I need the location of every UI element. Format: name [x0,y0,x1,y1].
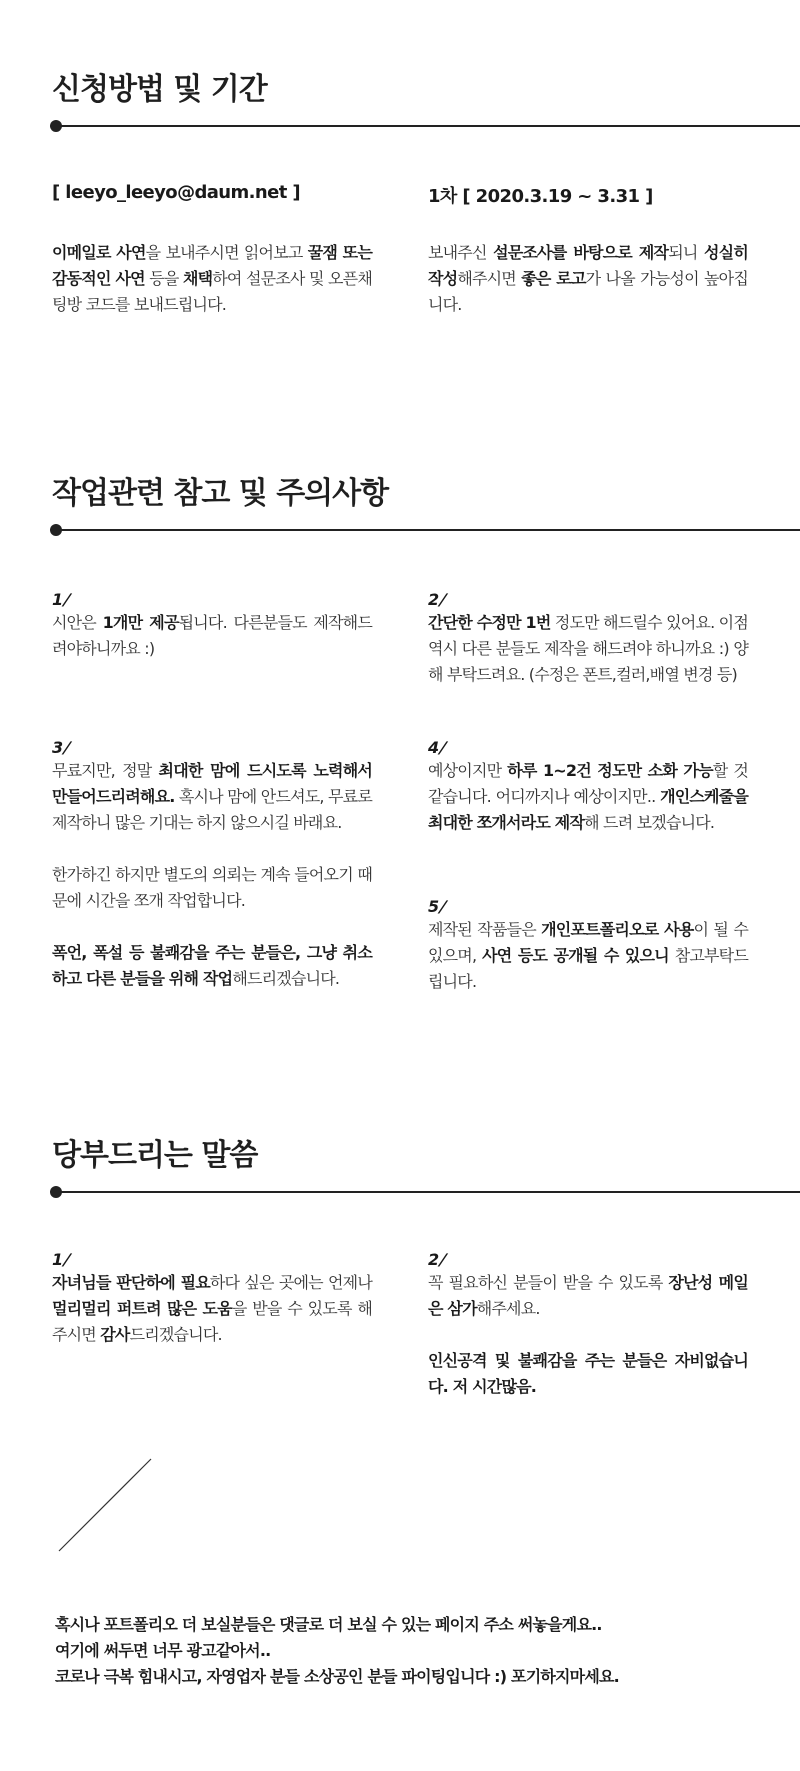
emphasis-text: 자녀님들 판단하에 필요 [52,1273,210,1292]
note-item-4 [428,738,748,836]
item-number-text: 2 [428,590,439,609]
body-text: 을 받을 수 있도록 해주시면 [52,1299,372,1344]
emphasis-text: 개인스케줄을 최대한 쪼개서라도 제작 [428,787,748,832]
item-number-text: 5 [428,897,439,916]
body-text: 해주세요. [476,1299,540,1318]
body-text: 하다 싶은 곳에는 언제나 [209,1273,372,1292]
item-number-text: 3 [52,738,63,757]
decorative-diagonal-line [55,1455,155,1555]
slash-mark-icon: / [61,738,74,757]
body-text: 하여 설문조사 및 오픈채팅방 코드를 보내드립니다. [52,269,372,314]
section-divider [52,1191,800,1193]
emphasis-text: 감사 [100,1325,130,1344]
closing-line: 코로나 극복 힘내시고, 자영업자 분들 소상공인 분들 파이팅입니다 :) 포기하지마세요. [55,1667,619,1686]
body-text: 을 보내주시면 읽어보고 [145,243,308,262]
note-item-2 [428,590,748,688]
body-text: 혹시나 맘에 안드셔도, 무료로 제작하니 많은 기대는 하지 않으시길 바래요. [52,787,372,832]
body-text: 등을 [144,269,183,288]
emphasis-text: 성실히 작성 [428,243,748,288]
item-number [52,590,372,610]
section-divider [52,529,800,531]
emphasis-text: 개인포트폴리오로 사용 [541,920,694,939]
paragraph [428,610,748,688]
body-text: 해주시면 [457,269,522,288]
body-text: 꼭 필요하신 분들이 받을 수 있도록 [428,1273,669,1292]
request-item-2 [428,1250,748,1400]
body-text: 한가하긴 하지만 별도의 의뢰는 계속 들어오기 때문에 시간을 쪼개 작업합니다. [52,865,372,910]
section-divider [52,125,800,127]
slash-mark-icon: / [437,1250,450,1269]
emphasis-text: 좋은 로고 [521,269,586,288]
apply-method-text [52,240,372,318]
note-item-1 [52,590,372,662]
section-title-notes: 작업관련 참고 및 주의사항 [52,476,389,511]
apply-period-text [428,240,748,318]
body-text: 이 될 수 있으며, [428,920,748,965]
section-title-apply: 신청방법 및 기간 [52,72,267,107]
divider-dot [50,524,62,536]
item-number-text: 1 [52,1250,63,1269]
body-text: 보내주신 [428,243,494,262]
item-number [52,1250,372,1270]
item-number-text: 1 [52,590,63,609]
body-text: 정도만 해드릴수 있어요. 이점 역시 다른 분들도 제작을 해드려야 하니까요 :) 양해 부탁드려요. (수정은 폰트,컬러,배열 변경 등) [428,613,748,684]
email-address: [ leeyo_leeyo@daum.net ] [52,182,301,203]
emphasis-text: 꿀잼 또는 감동적인 사연 [52,243,372,288]
body-text: 시안은 [52,613,103,632]
paragraph [52,862,372,914]
emphasis-text: 멀리멀리 퍼트려 많은 도움 [52,1299,232,1318]
item-number [428,897,748,917]
emphasis-text: 하루 1~2건 정도만 소화 가능 [507,761,713,780]
paragraph [52,940,372,992]
slash-mark-icon: / [61,1250,74,1269]
body-text: 예상이지만 [428,761,508,780]
emphasis-text: 사연 등도 공개될 수 있으니 [482,946,669,965]
body-text: 참고부탁드립니다. [428,946,748,991]
divider-dot [50,120,62,132]
paragraph [52,610,372,662]
emphasis-text: 폭언, 폭설 등 불쾌감을 주는 분들은, 그냥 취소하고 다른 분들을 위해 작업 [52,943,372,988]
request-item-1 [52,1250,372,1348]
section-title-request: 당부드리는 말씀 [52,1138,258,1173]
paragraph [52,1270,372,1348]
item-number [52,738,372,758]
body-text: 드리겠습니다. [129,1325,222,1344]
paragraph [52,758,372,836]
item-number [428,1250,748,1270]
diagonal-stroke [59,1459,151,1551]
slash-mark-icon: / [437,738,450,757]
item-number-text: 2 [428,1250,439,1269]
paragraph [428,1348,748,1400]
period-dates: 1차 [ 2020.3.19 ~ 3.31 ] [428,186,653,207]
closing-message [55,1612,619,1690]
body-text: 해드리겠습니다. [232,969,340,988]
note-item-3 [52,738,372,992]
body-text: 무료지만, 정말 [52,761,159,780]
emphasis-text: 장난성 메일은 삼가 [428,1273,748,1318]
body-text: 가 나올 가능성이 높아집니다. [428,269,748,314]
paragraph [428,758,748,836]
paragraph [428,917,748,995]
emphasis-text: 인신공격 및 불쾌감을 주는 분들은 자비없습니다. 저 시간많음. [428,1351,748,1396]
slash-mark-icon: / [437,897,450,916]
emphasis-text: 최대한 맘에 드시도록 노력해서 만들어드리려해요. [52,761,373,806]
emphasis-text: 설문조사를 바탕으로 제작 [493,243,669,262]
body-text: 됩니다. 다른분들도 제작해드려야하니까요 :) [52,613,372,658]
body-text: 할 것 같습니다. 어디까지나 예상이지만.. [428,761,748,806]
emphasis-text: 1개만 제공 [102,613,179,632]
slash-mark-icon: / [61,590,74,609]
body-text: 되니 [668,243,705,262]
body-text: 해 드려 보겠습니다. [584,813,715,832]
emphasis-text: 채택 [182,269,213,288]
divider-dot [50,1186,62,1198]
closing-line: 혹시나 포트폴리오 더 보실분들은 댓글로 더 보실 수 있는 페이지 주소 써놓을게요.. [55,1615,602,1634]
emphasis-text: 간단한 수정만 1번 [428,613,551,632]
emphasis-text: 이메일로 사연 [52,243,146,262]
item-number-text: 4 [428,738,439,757]
body-text: 제작된 작품들은 [428,920,542,939]
item-number [428,738,748,758]
item-number [428,590,748,610]
paragraph [428,1270,748,1322]
slash-mark-icon: / [437,590,450,609]
note-item-5 [428,897,748,995]
closing-line: 여기에 써두면 너무 광고같아서.. [55,1641,271,1660]
